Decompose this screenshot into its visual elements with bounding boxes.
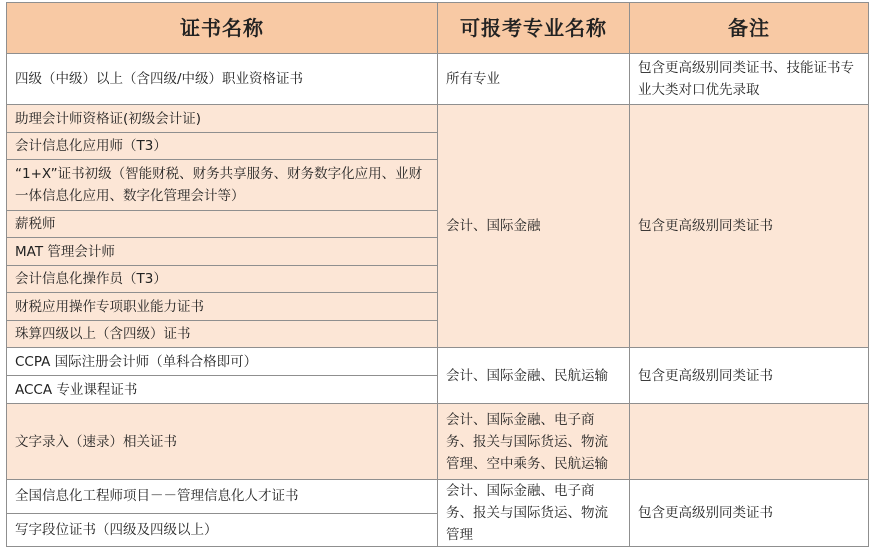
remark-cell: 包含更高级别同类证书 (630, 105, 869, 348)
table-row (7, 54, 869, 105)
cert-name-cell: MAT 管理会计师 (7, 238, 438, 266)
cert-name-cell: 会计信息化操作员（T3） (7, 266, 438, 293)
cert-name-cell: 四级（中级）以上（含四级/中级）职业资格证书 (7, 54, 438, 105)
majors-cell: 会计、国际金融、电子商务、报关与国际货运、物流管理、空中乘务、民航运输 (438, 404, 630, 480)
cert-name-cell: 全国信息化工程师项目－－管理信息化人才证书 (7, 480, 438, 514)
cert-name-cell: 写字段位证书（四级及四级以上） (7, 513, 438, 547)
cert-name-cell: “1+X”证书初级（智能财税、财务共享服务、财务数字化应用、业财一体信息化应用、数字化管理会计等） (7, 160, 438, 211)
remark-cell: 包含更高级别同类证书、技能证书专业大类对口优先录取 (630, 54, 869, 105)
header-row (7, 3, 869, 54)
majors-cell: 会计、国际金融、电子商务、报关与国际货运、物流管理 (438, 480, 630, 547)
table-row (7, 348, 869, 376)
header-certificate: 证书名称 (7, 3, 438, 54)
table-row (7, 404, 869, 480)
cert-name-cell: 薪税师 (7, 211, 438, 238)
remark-cell: 包含更高级别同类证书 (630, 480, 869, 547)
cert-name-cell: 财税应用操作专项职业能力证书 (7, 293, 438, 321)
cert-name-cell: ACCA 专业课程证书 (7, 376, 438, 404)
majors-cell: 会计、国际金融 (438, 105, 630, 348)
majors-cell: 所有专业 (438, 54, 630, 105)
cert-name-cell: 助理会计师资格证(初级会计证) (7, 105, 438, 133)
cert-name-cell: CCPA 国际注册会计师（单科合格即可） (7, 348, 438, 376)
certificate-table (6, 2, 869, 547)
cert-name-cell: 会计信息化应用师（T3） (7, 133, 438, 160)
header-majors: 可报考专业名称 (438, 3, 630, 54)
header-remark: 备注 (630, 3, 869, 54)
cert-name-cell: 珠算四级以上（含四级）证书 (7, 321, 438, 348)
cert-name-cell: 文字录入（速录）相关证书 (7, 404, 438, 480)
remark-cell: 包含更高级别同类证书 (630, 348, 869, 404)
remark-cell (630, 404, 869, 480)
table-row (7, 105, 869, 133)
majors-cell: 会计、国际金融、民航运输 (438, 348, 630, 404)
table-row (7, 480, 869, 514)
